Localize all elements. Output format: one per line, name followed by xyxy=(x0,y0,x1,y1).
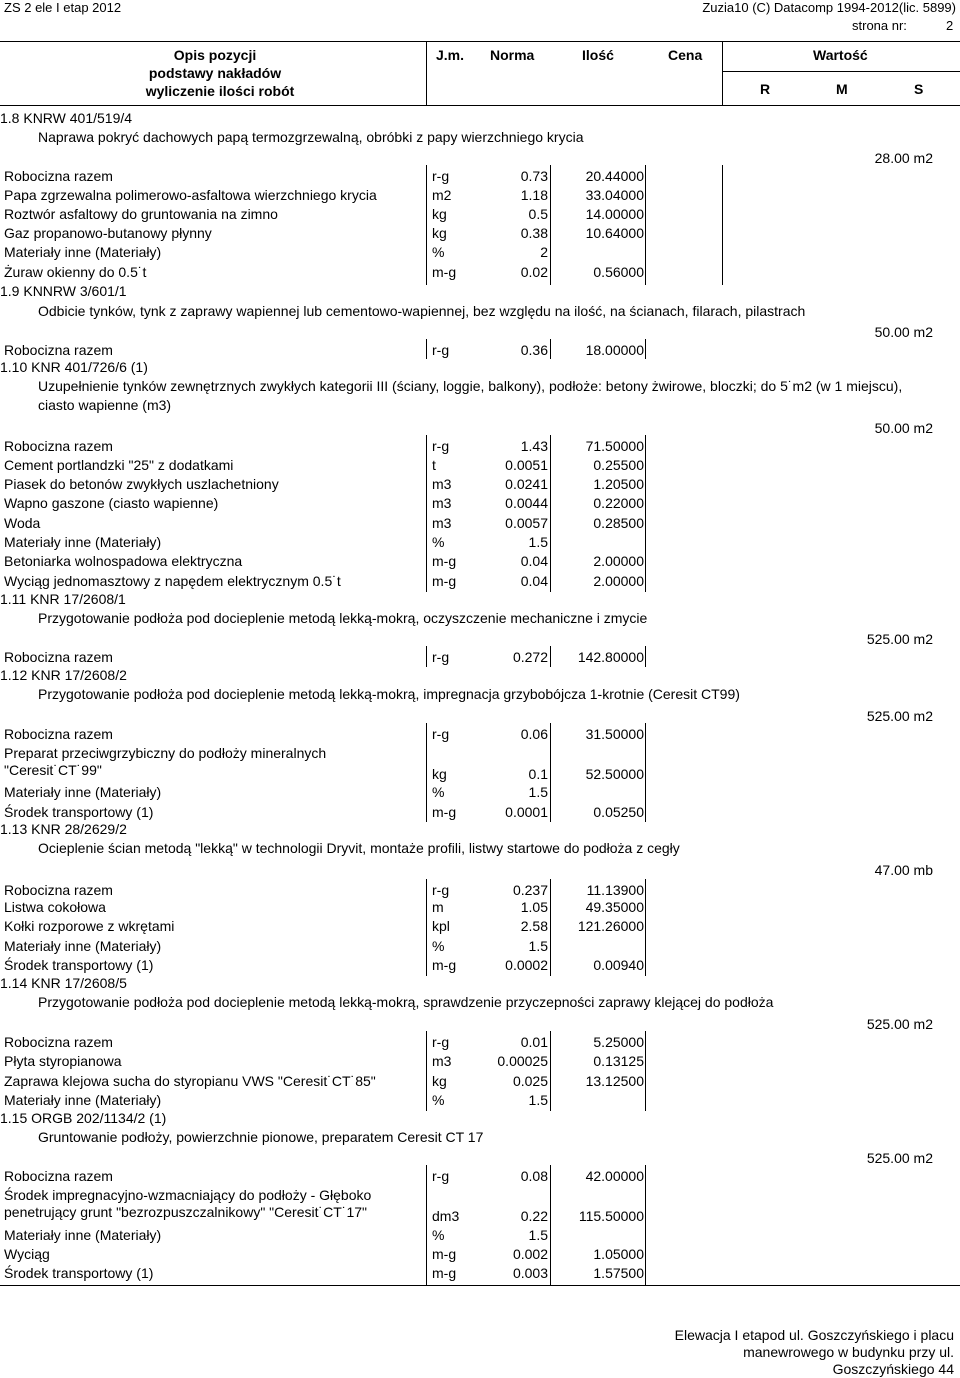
resource-unit: m-g xyxy=(432,804,457,820)
resource-unit: r-g xyxy=(432,342,450,358)
resource-norm: 1.5 xyxy=(528,1227,548,1243)
position-code: 1.12 KNR 17/2608/2 xyxy=(0,667,127,683)
resource-unit: m-g xyxy=(432,1246,457,1262)
resource-row xyxy=(0,553,960,572)
resource-unit: % xyxy=(432,1227,445,1243)
resource-amount: 11.13900 xyxy=(586,882,644,898)
resource-amount: 1.20500 xyxy=(593,476,644,492)
col-jm: J.m. xyxy=(436,47,465,63)
resource-name: Materiały inne (Materiały) xyxy=(4,1092,162,1108)
resource-norm: 1.5 xyxy=(528,784,548,800)
resource-row xyxy=(0,515,960,534)
resource-unit: m-g xyxy=(432,553,457,569)
col-divider-wartosc xyxy=(722,41,723,105)
resource-unit: m-g xyxy=(432,1265,457,1281)
resource-amount: 0.22000 xyxy=(593,495,644,511)
position-description-row xyxy=(0,129,960,148)
resource-unit: kg xyxy=(432,206,447,222)
col-cena: Cena xyxy=(668,47,703,63)
resource-name: Roztwór asfaltowy do gruntowania na zimno xyxy=(4,206,278,222)
resource-unit: % xyxy=(432,1092,445,1108)
resource-unit: m3 xyxy=(432,495,452,511)
position-description-row xyxy=(0,1129,960,1148)
resource-row xyxy=(0,918,960,937)
resource-norm: 0.04 xyxy=(520,553,548,569)
resource-norm: 0.22 xyxy=(520,1208,548,1224)
resource-row xyxy=(0,899,960,918)
resource-amount: 0.28500 xyxy=(593,515,644,531)
position-description: Gruntowanie podłoży, powierzchnie pionowe, preparatem Ceresit CT 17 xyxy=(38,1129,484,1145)
resource-unit: r-g xyxy=(432,1168,450,1184)
resource-row xyxy=(0,534,960,553)
resource-norm: 0.73 xyxy=(520,168,548,184)
resource-amount: 10.64000 xyxy=(585,225,644,241)
resource-name: Preparat przeciwgrzybiczny do podłoży mineralnych xyxy=(4,745,327,761)
resource-norm: 0.003 xyxy=(512,1265,548,1281)
position-code: 1.11 KNR 17/2608/1 xyxy=(0,591,126,607)
resource-amount: 0.05250 xyxy=(593,804,644,820)
resource-unit: r-g xyxy=(432,726,450,742)
resource-unit: kg xyxy=(432,225,447,241)
resource-name: Robocizna razem xyxy=(4,342,113,358)
resource-name: Robocizna razem xyxy=(4,726,113,742)
doc-title: ZS 2 ele I etap 2012 xyxy=(4,0,122,15)
resource-unit: % xyxy=(432,938,445,954)
resource-name: Robocizna razem xyxy=(4,882,113,898)
col-ilosc: Ilość xyxy=(582,47,614,63)
resource-unit: m3 xyxy=(432,515,452,531)
resource-unit: m-g xyxy=(432,957,457,973)
position-code: 1.9 KNNRW 3/601/1 xyxy=(0,283,127,299)
resource-norm: 0.0057 xyxy=(505,515,548,531)
position-quantity: 50.00 m2 xyxy=(874,420,933,436)
resource-name: Materiały inne (Materiały) xyxy=(4,938,162,954)
resource-unit: kg xyxy=(432,1073,447,1089)
footer-line-3: Goszczyńskiego 44 xyxy=(832,1361,954,1377)
position-quantity: 47.00 mb xyxy=(874,862,933,878)
resource-norm: 0.04 xyxy=(520,573,548,589)
resource-amount: 49.35000 xyxy=(585,899,644,915)
resource-row xyxy=(0,495,960,514)
resource-row xyxy=(0,573,960,592)
position-description: Uzupełnienie tynków zewnętrznych zwykłych kategorii III (ściany, loggie, balkony), podłoże: betony żwirowe, bloczki; do 5˙m2 (w 1 miejscu), xyxy=(38,378,903,394)
resource-name: Listwa cokołowa xyxy=(4,899,106,915)
header-top-rule xyxy=(0,41,960,42)
resource-norm: 0.00025 xyxy=(497,1053,548,1069)
resource-amount: 1.57500 xyxy=(593,1265,644,1281)
resource-row xyxy=(0,1092,960,1111)
resource-norm: 0.0241 xyxy=(505,476,548,492)
resource-amount: 42.00000 xyxy=(585,1168,644,1184)
resource-row xyxy=(0,264,960,283)
position-description-row xyxy=(0,303,960,322)
resource-norm: 0.0051 xyxy=(505,457,548,473)
col-norma: Norma xyxy=(490,47,535,63)
position-description-row xyxy=(0,994,960,1013)
resource-norm: 0.02 xyxy=(520,264,548,280)
col-m: M xyxy=(836,81,848,97)
position-code: 1.8 KNRW 401/519/4 xyxy=(0,110,133,126)
position-description-row xyxy=(0,378,960,397)
resource-amount: 2.00000 xyxy=(593,573,644,589)
resource-norm: 0.002 xyxy=(512,1246,548,1262)
position-quantity-row xyxy=(0,862,960,881)
resource-norm: 0.0044 xyxy=(505,495,548,511)
resource-name: Płyta styropianowa xyxy=(4,1053,122,1069)
resource-amount: 20.44000 xyxy=(585,168,644,184)
resource-amount: 18.00000 xyxy=(585,342,644,358)
position-quantity-row xyxy=(0,1150,960,1169)
resource-name: Wyciąg jednomasztowy z napędem elektrycznym 0.5˙t xyxy=(4,573,341,589)
position-code-row xyxy=(0,1110,960,1129)
resource-norm: 0.272 xyxy=(512,649,548,665)
resource-amount: 0.00940 xyxy=(593,957,644,973)
position-code-row xyxy=(0,359,960,378)
resource-name: Materiały inne (Materiały) xyxy=(4,784,162,800)
position-quantity: 525.00 m2 xyxy=(866,708,933,724)
resource-row xyxy=(0,1034,960,1053)
resource-unit: % xyxy=(432,244,445,260)
resource-name: Wapno gaszone (ciasto wapienne) xyxy=(4,495,219,511)
position-code-row xyxy=(0,591,960,610)
resource-norm: 0.38 xyxy=(520,225,548,241)
resource-unit: kg xyxy=(432,766,447,782)
position-code: 1.14 KNR 17/2608/5 xyxy=(0,975,127,991)
footer-line-1: Elewacja I etapod ul. Goszczyńskiego i placu xyxy=(674,1327,954,1343)
resource-row xyxy=(0,1168,960,1187)
col-desc-line2: podstawy nakładów xyxy=(148,65,282,81)
resource-name: Środek transportowy (1) xyxy=(4,804,154,820)
resource-unit: t xyxy=(432,457,436,473)
resource-norm: 1.5 xyxy=(528,1092,548,1108)
resource-norm: 1.5 xyxy=(528,938,548,954)
position-quantity-row xyxy=(0,150,960,169)
resource-row xyxy=(0,1208,960,1227)
resource-amount: 71.50000 xyxy=(585,438,644,454)
resource-amount: 52.50000 xyxy=(585,766,644,782)
position-description: Przygotowanie podłoża pod docieplenie metodą lekką-mokrą, oczyszczenie mechaniczne i zmycie xyxy=(38,610,648,626)
resource-unit: m xyxy=(432,899,444,915)
resource-name: "Ceresit˙CT˙99" xyxy=(4,762,102,778)
resource-unit: r-g xyxy=(432,882,450,898)
position-quantity: 50.00 m2 xyxy=(874,324,933,340)
page-label: strona nr: xyxy=(852,18,907,33)
position-description: Przygotowanie podłoża pod docieplenie metodą lekką-mokrą, impregnacja grzybobójcza 1-krotnie (Ceresit CT99) xyxy=(38,686,740,702)
resource-row xyxy=(0,726,960,745)
resource-unit: m2 xyxy=(432,187,452,203)
resource-norm: 0.5 xyxy=(528,206,548,222)
position-quantity: 28.00 m2 xyxy=(874,150,933,166)
resource-name: Materiały inne (Materiały) xyxy=(4,244,162,260)
position-description: Odbicie tynków, tynk z zaprawy wapiennej lub cementowo-wapiennej, bez względu na ilość, na ścianach, filarach, pilastrach xyxy=(38,303,806,319)
resource-row xyxy=(0,1073,960,1092)
resource-row xyxy=(0,438,960,457)
resource-unit: r-g xyxy=(432,438,450,454)
footer-line-2: manewrowego w budynku przy ul. xyxy=(743,1344,954,1360)
resource-unit: r-g xyxy=(432,168,450,184)
resource-norm: 0.025 xyxy=(512,1073,548,1089)
col-s: S xyxy=(914,81,924,97)
position-quantity-row xyxy=(0,324,960,343)
resource-unit: dm3 xyxy=(432,1208,460,1224)
position-code: 1.15 ORGB 202/1134/2 (1) xyxy=(0,1110,167,1126)
position-description: Naprawa pokryć dachowych papą termozgrzewalną, obróbki z papy wierzchniego krycia xyxy=(38,129,584,145)
resource-unit: kpl xyxy=(432,918,450,934)
page-number: 2 xyxy=(946,18,954,33)
position-quantity: 525.00 m2 xyxy=(866,1150,933,1166)
resource-unit: r-g xyxy=(432,649,450,665)
position-code-row xyxy=(0,283,960,302)
software-credit: Zuzia10 (C) Datacomp 1994-2012(lic. 5899) xyxy=(702,0,956,15)
resource-row xyxy=(0,457,960,476)
position-description-row xyxy=(0,840,960,859)
resource-norm: 1.5 xyxy=(528,534,548,550)
resource-row xyxy=(0,1227,960,1246)
resource-norm: 0.0002 xyxy=(505,957,548,973)
position-quantity: 525.00 m2 xyxy=(866,1016,933,1032)
resource-name: Cement portlandzki "25" z dodatkami xyxy=(4,457,234,473)
resource-norm: 1.43 xyxy=(520,438,548,454)
position-description-row xyxy=(0,686,960,705)
resource-unit: m-g xyxy=(432,264,457,280)
wartosc-subrule xyxy=(722,71,960,72)
resource-norm: 2.58 xyxy=(520,918,548,934)
position-quantity: 525.00 m2 xyxy=(866,631,933,647)
position-description-row xyxy=(0,397,960,416)
resource-name: Robocizna razem xyxy=(4,1034,113,1050)
resource-name: Piasek do betonów zwykłych uszlachetniony xyxy=(4,476,279,492)
resource-row xyxy=(0,187,960,206)
position-quantity-row xyxy=(0,708,960,727)
col-divider-desc xyxy=(426,41,427,105)
resource-name: Wyciąg xyxy=(4,1246,50,1262)
resource-norm: 0.08 xyxy=(520,1168,548,1184)
position-quantity-row xyxy=(0,420,960,439)
resource-row xyxy=(0,938,960,957)
resource-row xyxy=(0,225,960,244)
resource-unit: m-g xyxy=(432,573,457,589)
resource-amount: 31.50000 xyxy=(585,726,644,742)
resource-row xyxy=(0,168,960,187)
resource-row xyxy=(0,206,960,225)
resource-name: Robocizna razem xyxy=(4,168,113,184)
resource-name: Robocizna razem xyxy=(4,1168,113,1184)
resource-unit: % xyxy=(432,534,445,550)
header-bottom-rule xyxy=(0,105,960,106)
resource-amount: 14.00000 xyxy=(585,206,644,222)
resource-name: Środek impregnacyjno-wzmacniający do podłoży - Głęboko xyxy=(4,1187,372,1203)
resource-row xyxy=(0,1265,960,1284)
resource-norm: 0.237 xyxy=(512,882,548,898)
resource-name: penetrujący grunt "bezrozpuszczalnikowy" "Ceresit˙CT˙17" xyxy=(4,1204,368,1220)
position-quantity-row xyxy=(0,631,960,650)
resource-amount: 0.13125 xyxy=(593,1053,644,1069)
position-code-row xyxy=(0,975,960,994)
position-description: ciasto wapienne (m3) xyxy=(38,397,172,413)
table-bottom-rule xyxy=(0,1285,960,1286)
position-description: Ocieplenie ścian metodą "lekką" w technologii Dryvit, montaże profili, listwy startowe do podłoża z cegły xyxy=(38,840,680,856)
resource-unit: r-g xyxy=(432,1034,450,1050)
position-code-row xyxy=(0,667,960,686)
position-code-row xyxy=(0,110,960,129)
position-code: 1.13 KNR 28/2629/2 xyxy=(0,821,127,837)
resource-name: Robocizna razem xyxy=(4,438,113,454)
resource-name: Woda xyxy=(4,515,41,531)
position-quantity-row xyxy=(0,1016,960,1035)
resource-name: Środek transportowy (1) xyxy=(4,957,154,973)
position-code: 1.10 KNR 401/726/6 (1) xyxy=(0,359,148,375)
resource-amount: 33.04000 xyxy=(585,187,644,203)
resource-norm: 0.36 xyxy=(520,342,548,358)
resource-name: Papa zgrzewalna polimerowo-asfaltowa wierzchniego krycia xyxy=(4,187,377,203)
position-code-row xyxy=(0,821,960,840)
resource-unit: % xyxy=(432,784,445,800)
resource-amount: 2.00000 xyxy=(593,553,644,569)
resource-row xyxy=(0,766,960,785)
resource-row xyxy=(0,1246,960,1265)
resource-amount: 0.25500 xyxy=(593,457,644,473)
resource-name: Środek transportowy (1) xyxy=(4,1265,154,1281)
resource-row xyxy=(0,476,960,495)
col-wartosc: Wartość xyxy=(813,47,868,63)
resource-amount: 115.50000 xyxy=(578,1208,644,1224)
resource-name: Materiały inne (Materiały) xyxy=(4,1227,162,1243)
resource-amount: 5.25000 xyxy=(593,1034,644,1050)
resource-norm: 0.06 xyxy=(520,726,548,742)
resource-norm: 0.01 xyxy=(520,1034,548,1050)
resource-unit: m3 xyxy=(432,476,452,492)
resource-unit: m3 xyxy=(432,1053,452,1069)
resource-row xyxy=(0,957,960,976)
resource-norm: 2 xyxy=(540,244,548,260)
resource-row xyxy=(0,1053,960,1072)
resource-name: Betoniarka wolnospadowa elektryczna xyxy=(4,553,243,569)
resource-name: Materiały inne (Materiały) xyxy=(4,534,162,550)
resource-amount: 0.56000 xyxy=(593,264,644,280)
resource-amount: 13.12500 xyxy=(585,1073,644,1089)
resource-norm: 1.05 xyxy=(520,899,548,915)
position-description-row xyxy=(0,610,960,629)
position-description: Przygotowanie podłoża pod docieplenie metodą lekką-mokrą, sprawdzenie przyczepności zaprawy klejącej do podłoża xyxy=(38,994,774,1010)
col-desc-line3: wyliczenie ilości robót xyxy=(145,83,295,99)
resource-name: Kołki rozporowe z wkrętami xyxy=(4,918,175,934)
resource-norm: 1.18 xyxy=(520,187,548,203)
resource-name: Żuraw okienny do 0.5˙t xyxy=(4,264,147,280)
resource-name: Zaprawa klejowa sucha do styropianu VWS "Ceresit˙CT˙85" xyxy=(4,1073,376,1089)
resource-amount: 142.80000 xyxy=(577,649,644,665)
col-r: R xyxy=(760,81,771,97)
resource-row xyxy=(0,784,960,803)
resource-name: Robocizna razem xyxy=(4,649,113,665)
resource-row xyxy=(0,649,960,668)
resource-norm: 0.1 xyxy=(528,766,548,782)
resource-norm: 0.0001 xyxy=(505,804,548,820)
resource-name: Gaz propanowo-butanowy płynny xyxy=(4,225,212,241)
resource-amount: 1.05000 xyxy=(593,1246,644,1262)
col-desc-line1: Opis pozycji xyxy=(173,47,257,63)
resource-row xyxy=(0,244,960,263)
resource-amount: 121.26000 xyxy=(577,918,644,934)
